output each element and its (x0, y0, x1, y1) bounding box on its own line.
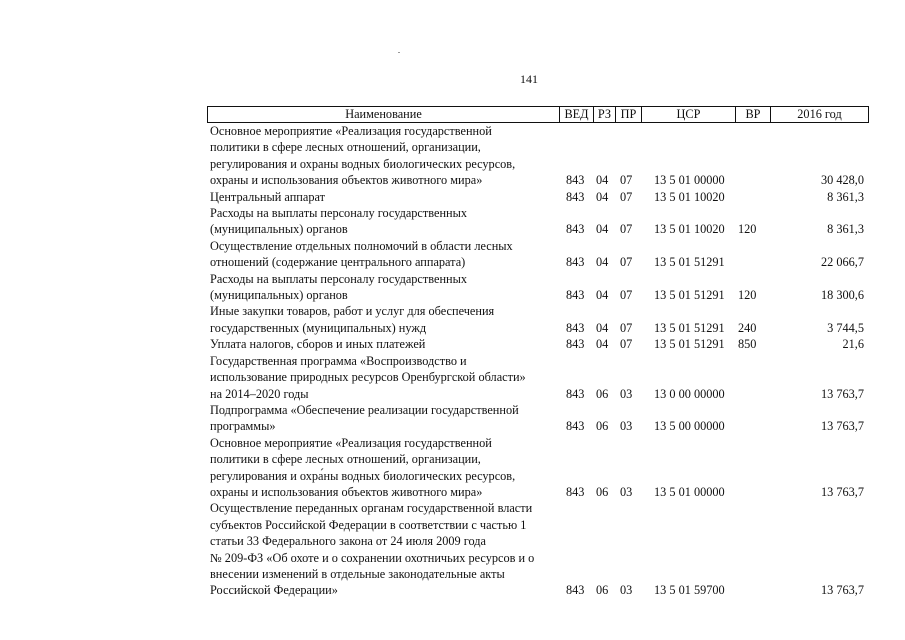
cell-name: Основное мероприятие «Реализация государственной политики в сфере лесных отношений, организации, регулирования и охраны водных биологических ресурсов, охраны и использования объектов животного мира» (210, 124, 516, 188)
cell-name: Иные закупки товаров, работ и услуг для обеспечения государственных (муниципальных) нужд (210, 304, 495, 335)
cell-name: Основное мероприятие «Реализация государственной политики в сфере лесных отношений, организации, регулирования и охра́ны водных биологических ресурсов, охраны и использования объектов животного мира» (210, 435, 516, 499)
cell-amount: 18 300,6 (820, 288, 864, 303)
cell-rz: 06 (596, 484, 609, 499)
cell-rz: 04 (596, 288, 609, 303)
cell-amount: 21,6 (842, 337, 864, 352)
table-row (207, 205, 869, 238)
cell-rz: 04 (596, 337, 609, 352)
header-year: 2016 год (770, 107, 868, 122)
cell-csr: 13 5 01 51291 (654, 288, 725, 303)
cell-amount: 8 361,3 (827, 189, 864, 204)
table-header (207, 106, 869, 123)
cell-rz: 06 (596, 386, 609, 401)
header-vr: ВР (735, 107, 770, 122)
cell-csr: 13 5 01 51291 (654, 337, 725, 352)
table-row (207, 402, 869, 435)
cell-pr: 03 (620, 419, 633, 434)
cell-csr: 13 5 01 51291 (654, 320, 725, 335)
cell-name: Центральный аппарат (210, 189, 325, 204)
cell-name: Расходы на выплаты персоналу государственных (муниципальных) органов (210, 271, 468, 303)
cell-amount: 13 763,7 (820, 484, 864, 499)
header-pr: ПР (615, 107, 641, 122)
cell-csr: 13 0 00 00000 (654, 386, 725, 401)
cell-rz: 06 (596, 419, 609, 434)
cell-pr: 07 (620, 255, 633, 270)
cell-amount: 8 361,3 (827, 222, 864, 237)
cell-vr: 240 (738, 320, 757, 335)
header-rz: РЗ (593, 107, 615, 122)
cell-name: Уплата налогов, сборов и иных платежей (210, 337, 426, 352)
cell-csr: 13 5 01 51291 (654, 255, 725, 270)
cell-amount: 13 763,7 (820, 583, 864, 598)
cell-csr: 13 5 00 00000 (654, 419, 725, 434)
cell-ved: 843 (566, 173, 585, 188)
cell-amount: 13 763,7 (820, 419, 864, 434)
cell-vr: 120 (738, 222, 757, 237)
cell-rz: 06 (596, 583, 609, 598)
cell-rz: 04 (596, 189, 609, 204)
cell-name: Осуществление отдельных полномочий в области лесных отношений (содержание центрального аппарата) (210, 238, 513, 270)
cell-vr: 850 (738, 337, 757, 352)
cell-pr: 07 (620, 222, 633, 237)
cell-pr: 07 (620, 288, 633, 303)
cell-pr: 03 (620, 386, 633, 401)
header-ved: ВЕД (559, 107, 593, 122)
table-row (207, 500, 869, 598)
cell-pr: 07 (620, 173, 633, 188)
cell-ved: 843 (566, 255, 585, 270)
cell-rz: 04 (596, 173, 609, 188)
table-row (207, 336, 869, 352)
cell-amount: 13 763,7 (820, 386, 864, 401)
table-row (207, 435, 869, 501)
cell-rz: 04 (596, 320, 609, 335)
budget-table (207, 106, 869, 599)
cell-amount: 3 744,5 (827, 320, 864, 335)
cell-name: Осуществление переданных органам государственной власти субъектов Российской Федерации в соответствии с частью 1 статьи 33 Федерального закона от 24 июля 2009 года № 209-ФЗ «Об охоте и о сохранении охотничьих ресурсов и о внесении изменений в отдельные законодательные акты Российской Федерации» (210, 501, 535, 598)
table-row (207, 238, 869, 271)
header-name: Наименование (345, 107, 422, 121)
scan-speck (398, 52, 400, 53)
cell-csr: 13 5 01 00000 (654, 173, 725, 188)
cell-ved: 843 (566, 288, 585, 303)
cell-amount: 30 428,0 (820, 173, 864, 188)
cell-name: Подпрограмма «Обеспечение реализации государственной программы» (210, 402, 519, 434)
cell-ved: 843 (566, 583, 585, 598)
cell-name: Государственная программа «Воспроизводство и использование природных ресурсов Оренбургской области» на 2014–2020 годы (210, 353, 526, 401)
table-body (207, 123, 869, 599)
cell-vr: 120 (738, 288, 757, 303)
table-row (207, 303, 869, 336)
table-row (207, 353, 869, 402)
cell-rz: 04 (596, 222, 609, 237)
cell-name: Расходы на выплаты персоналу государственных (муниципальных) органов (210, 206, 468, 237)
table-row (207, 123, 869, 189)
cell-ved: 843 (566, 484, 585, 499)
cell-amount: 22 066,7 (820, 255, 864, 270)
cell-ved: 843 (566, 320, 585, 335)
header-csr: ЦСР (641, 107, 735, 122)
table-row (207, 189, 869, 205)
table-row (207, 271, 869, 304)
cell-ved: 843 (566, 419, 585, 434)
cell-pr: 07 (620, 189, 633, 204)
cell-pr: 07 (620, 320, 633, 335)
cell-ved: 843 (566, 189, 585, 204)
cell-csr: 13 5 01 10020 (654, 189, 725, 204)
page-number: 141 (520, 72, 538, 86)
cell-csr: 13 5 01 00000 (654, 484, 725, 499)
cell-ved: 843 (566, 386, 585, 401)
cell-pr: 03 (620, 583, 633, 598)
cell-csr: 13 5 01 10020 (654, 222, 725, 237)
cell-rz: 04 (596, 255, 609, 270)
cell-pr: 03 (620, 484, 633, 499)
cell-pr: 07 (620, 337, 633, 352)
cell-ved: 843 (566, 222, 585, 237)
cell-csr: 13 5 01 59700 (654, 583, 725, 598)
cell-ved: 843 (566, 337, 585, 352)
